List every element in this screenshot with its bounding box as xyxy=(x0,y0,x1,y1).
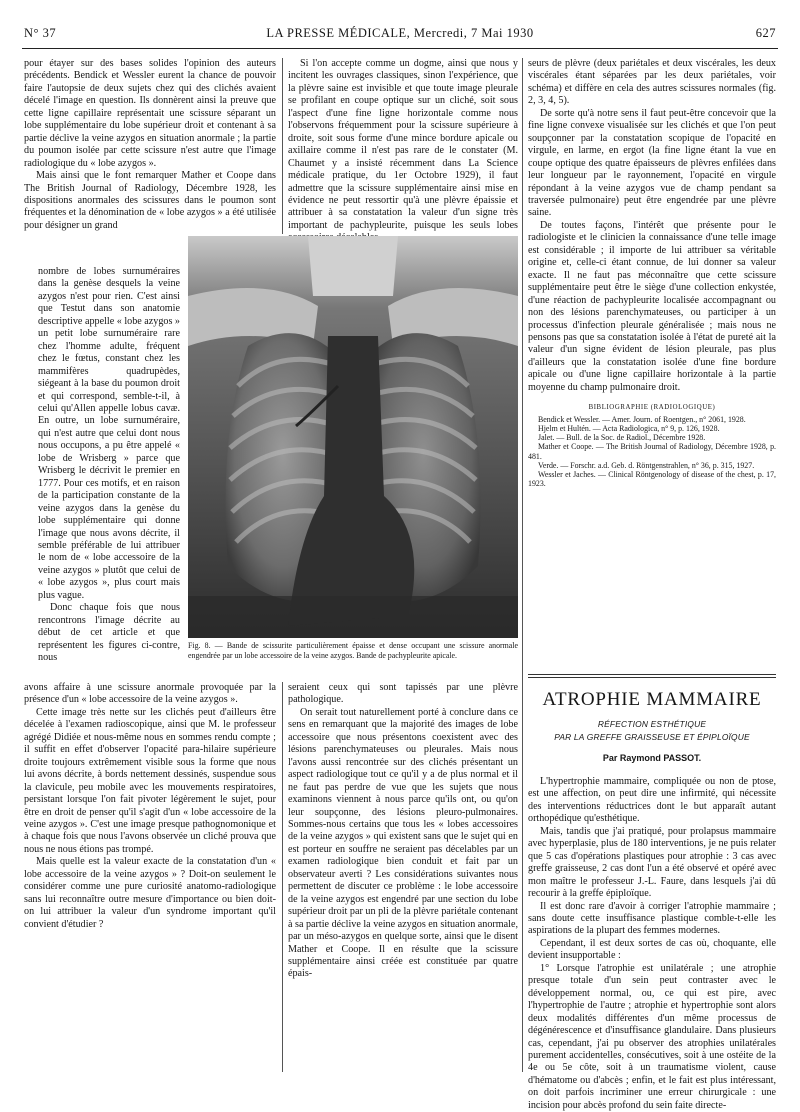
bibliography-entry: Hjelm et Hultén. — Acta Radiologica, n° 9, p. 126, 1928. xyxy=(538,423,720,433)
chest-xray-icon xyxy=(188,236,518,638)
header-rule xyxy=(22,48,778,49)
article-subtitle: RÉFECTION ESTHÉTIQUE xyxy=(597,719,707,729)
paragraph: Il est donc rare d'avoir à corriger l'atrophie mammaire ; sans doute cette insuffisance plastique comble-t-elle les aspirations de la plupart des femmes modernes. xyxy=(528,900,776,937)
column-1-narrow xyxy=(38,266,180,665)
article-author: Par Raymond PASSOT. xyxy=(602,753,702,763)
bibliography-list xyxy=(528,415,776,489)
article-separator xyxy=(528,674,776,675)
bibliography-entry: Verde. — Forschr. a.d. Geb. d. Röntgenstrahlen, n° 36, p. 315, 1927. xyxy=(538,460,755,470)
bibliography-title: BIBLIOGRAPHIE (RADIOLOGIQUE) xyxy=(588,404,716,412)
paragraph: De sorte qu'à notre sens il faut peut-être concevoir que la fine ligne convexe visualisée sur les clichés et que l'on peut soupçonner par la constatation scopique de l'opacité en virgule, en larme, en ergot (la fine ligne étant la vue en coupe optique des quatre épaisseurs de plèvres enfilées dans leur longueur par le rayonnement, l'opacité en virgule répondant à la veine azygos vue de champ pendant sa traversée pulmonaire) peut être engendrée par une plèvre saine. xyxy=(528,107,776,219)
page-number: 627 xyxy=(755,26,776,40)
journal-title: LA PRESSE MÉDICALE, Mercredi, 7 Mai 1930 xyxy=(266,26,534,40)
article-subtitle: PAR LA GREFFE GRAISSEUSE ET ÉPIPLOÏQUE xyxy=(554,732,750,742)
paragraph: 1° Lorsque l'atrophie est unilatérale ; une atrophie presque totale d'un sein peut contraster avec le développement normal, ou, ce qui est pire, avec l'hypertrophie de l'autre ; atrophie et hypertrophie sont alors deux modalités différentes d'un même processus de dégénérescence et d'insuffisance glandulaire. Dans plusieurs cas, cependant, j'ai pu observer des atrophies unilatérales purement accidentelles, consécutives, soit à une ostéite de la 4e ou 5e côte, soit à un traumatisme violent, cause d'hématome ou d'abcès ; enfin, et le fait est plus intéressant, on doit parfois incriminer une erreur chirurgicale : une incision pour abcès profond du sein faite directe- xyxy=(528,962,776,1111)
paragraph: Donc chaque fois que nous rencontrons l'image décrite au début de cet article et que représentent les figures ci-contre, nous xyxy=(38,602,180,664)
column-divider xyxy=(282,682,283,1072)
figure-caption: Fig. 8. — Bande de scissurite particulièrement épaisse et dense occupant une scissure anormale engendrée par un lobe accessoire de la veine azygos. Bande de pachypleurite apicale. xyxy=(188,641,518,660)
bibliography-entry: Wessler et Jaches. — Clinical Röntgenology of disease of the chest, p. 17, 1923. xyxy=(528,469,776,489)
column-2-top xyxy=(288,58,518,245)
bibliography-entry: Mather et Coope. — The British Journal of Radiology, Décembre 1928, p. 481. xyxy=(528,442,776,461)
paragraph: nombre de lobes surnuméraires dans la genèse desquels la veine azygos n'est pour rien. C'est ainsi que Testut dans son anatomie descriptive appelle « lobe azygos » un petit lobe surnuméraire rare chez l'homme adulte, fréquent chez le fœtus, constant chez les mammifères quadrupèdes, siégeant à la base du poumon droit et qui correspond, semble-t-il, à celui qu'Allen appelle lobus cavæ. En outre, un lobe surnuméraire, qui n'est autre que celui dont nous nous occupons, a pu être appelé « lobe de Wrisberg » parce que Wrisberg le décrivit le premier en 1777. Pour ces motifs, et en raison de la participation constante de la veine azygos dans la genèse du lobe supplémentaire qui donne l'image que nous avons décrite, il semble préférable de lui attribuer le nom de « lobe accessoire de la veine azygos » plutôt que celui de « lobe azygos », plus court mais plus vague. xyxy=(38,266,180,601)
paragraph: Cependant, il est deux sortes de cas où, choquante, elle devient insupportable : xyxy=(528,937,776,962)
paragraph: De toutes façons, l'intérêt que présente pour le radiologiste et le clinicien la connaissance d'une telle image est considérable ; il importe de lui attribuer sa véritable origine et, celle-ci étant connue, de lui donner sa valeur exacte. Il ne faut pas méconnaître que cette scissure supplémentaire peut être le siège d'une collection enkystée, d'une réaction de pachypleurite localisée accompagnant ou non des lésions parenchymateuses, ou participer à un processus d'infection pleurale généralisée ; mais nous ne pensons pas que sa constatation isolée à l'état de pureté ait la valeur d'un signe évident de lésion pleurale, pas plus d'ailleurs que la constatation isolée d'une fine bordure apicale ou d'une ligne capillaire horizontale à la partie moyenne du champ pulmonaire droit. xyxy=(528,219,776,393)
paragraph: Mais quelle est la valeur exacte de la constatation d'un « lobe accessoire de la veine azygos » ? Doit-on seulement le considérer comme une pure curiosité anatomo-radiologique sans lui reconnaître outre mesure d'importance ou bien doit-on lui attribuer la valeur d'un syndrome important qu'il convient d'étudier ? xyxy=(24,856,276,930)
paragraph: Cette image très nette sur les clichés peut d'ailleurs être décelée à l'examen radioscopique, ainsi que M. le professeur agrégé Didiée et nous-même nous en sommes rendu compte ; il suffit en effet d'observer l'opacité para-hilaire supérieure droite toujours extrêmement visible sous la forme que nous lui avons décrite, à bords nettement dessinés, suspendue sous la clavicule, peu mobile avec les mouvements respiratoires, persistant lorsque l'on fait pivoter légèrement le sujet, pour être en droit de penser qu'il s'agit d'un « lobe accessoire de la veine azygos ». C'est une image presque pathognomonique et à chaque fois que nous l'avons observée un cliché prouva que nous ne nous étions pas trompé. xyxy=(24,706,276,855)
chest-xray-image xyxy=(188,236,518,638)
column-1-top xyxy=(24,58,276,232)
paragraph: pour étayer sur des bases solides l'opinion des auteurs précédents. Bendick et Wessler eurent la chance de pouvoir faire l'autopsie de deux sujets chez qui des clichés avaient décelé l'image en question. Ils donnèrent ainsi la preuve que cette ligne capillaire représentait une scissure séparant un lobe supplémentaire du lobe supérieur droit et contenant à sa partie déclive la veine azygos en situation anormale ; la partie du poumon isolée par cette scissure n'est autre que l'image radiologique du « lobe azygos ». xyxy=(24,58,276,169)
paragraph: Mais, tandis que j'ai pratiqué, pour prolapsus mammaire avec hyperplasie, plus de 180 interventions, je ne puis relater que 5 cas d'opérations plastiques pour atrophie : 3 cas avec greffe graisseuse, 2 cas dont l'un a été observé et opéré avec mon maître le professeur J.-L. Faure, dans lesquels j'ai dû recourir à la greffe épiploïque. xyxy=(528,825,776,900)
paragraph: avons affaire à une scissure anormale provoquée par la présence d'un « lobe accessoire de la veine azygos ». xyxy=(24,682,276,706)
column-divider xyxy=(282,58,283,234)
bibliography-entry: Jalet. — Bull. de la Soc. de Radiol., Décembre 1928. xyxy=(538,433,706,443)
article-separator xyxy=(528,677,776,678)
paragraph: Si l'on accepte comme un dogme, ainsi que nous y incitent les ouvrages classiques, sinon l'expérience, que la plèvre saine est invisible et que toute image pleurale se profilant en coupe optique sur un cliché, soit sous l'aspect d'une fine ligne horizontale comme nous l'observons fréquemment pour la scissure supérieure à droite, soit sous forme d'une mince bordure apicale ou axillaire comme il n'est pas rare de le constater (M. Chaumet y a insisté récemment dans La Science médicale pratique, du 1er Octobre 1929), il faut admettre que la scissure supplémentaire ainsi mise en évidence ne peut ressortir qu'à une plèvre épaissie et attribuer à sa constatation la valeur d'un signe très important de pachypleurite, puisque les seuls lobes xyxy=(288,58,518,231)
article-title: ATROPHIE MAMMAIRE xyxy=(542,689,762,710)
column-divider xyxy=(522,58,523,1072)
bibliography-entry: Bendick et Wessler. — Amer. Journ. of Roentgen., n° 2061, 1928. xyxy=(538,414,746,424)
paragraph: Mais ainsi que le font remarquer Mather et Coope dans The British Journal of Radiology, Décembre 1928, les dispositions anormales des scissures dans le poumon sont fréquentes et la dénomination de « lobe azygos » a été utilisée pour désigner un grand xyxy=(24,170,276,231)
paragraph: On serait tout naturellement porté à conclure dans ce sens en remarquant que la majorité des images de lobe accessoire que nous présentons coexistent avec des lésions parenchymateuses ou pleurales. Mais nous l'avons aussi rencontrée sur des clichés présentant un aspect radiologique tout ce qu'il y a de plus normal et il ne faut pas perdre de vue que les sujets que nous examinons viennent à nous parce qu'ils ont, ou qu'on leur soupçonne, des lésions pleuro-pulmonaires. Sommes-nous certains que tous les « lobes accessoires de la veine azygos » qui existent sans que le sujet qui en est porteur en souffre ne seraient pas décelables par un examen radiologique bien conduit et fait par un observateur averti ? Les considérations suivantes nous permettent de discuter ce problème : le lobe accessoire de la veine azygos est engendré par une section du lobe supérieur droit par un pli de la plèvre pariétale contenant à sa partie déclive la veine azygos en situation anormale, par un méso-azygos en quelque sorte, ainsi que le disent Mather et Coope. Il en résulte que la scissure supplémentaire ainsi créée est constituée par quatre épais- xyxy=(288,706,518,980)
paragraph: seraient ceux qui sont tapissés par une plèvre pathologique. xyxy=(288,682,518,706)
paragraph: L'hypertrophie mammaire, compliquée ou non de ptose, est une affection, on peut dire une infirmité, qui nécessite des interventions réductrices dont le but apparaît autant orthopédique qu'esthétique. xyxy=(528,776,776,825)
issue-number: N° 37 xyxy=(24,26,57,40)
column-1-bottom xyxy=(24,682,276,931)
column-3-top xyxy=(528,58,776,488)
page-header xyxy=(24,26,776,44)
paragraph: seurs de plèvre (deux pariétales et deux viscérales, les deux viscérales étant séparées par les deux pariétales, voir schéma) et diffère en cela des autres scissures normales (fig. 2, 3, 4, 5). xyxy=(528,58,776,107)
column-3-bottom xyxy=(528,776,776,1112)
column-2-bottom xyxy=(288,682,518,981)
